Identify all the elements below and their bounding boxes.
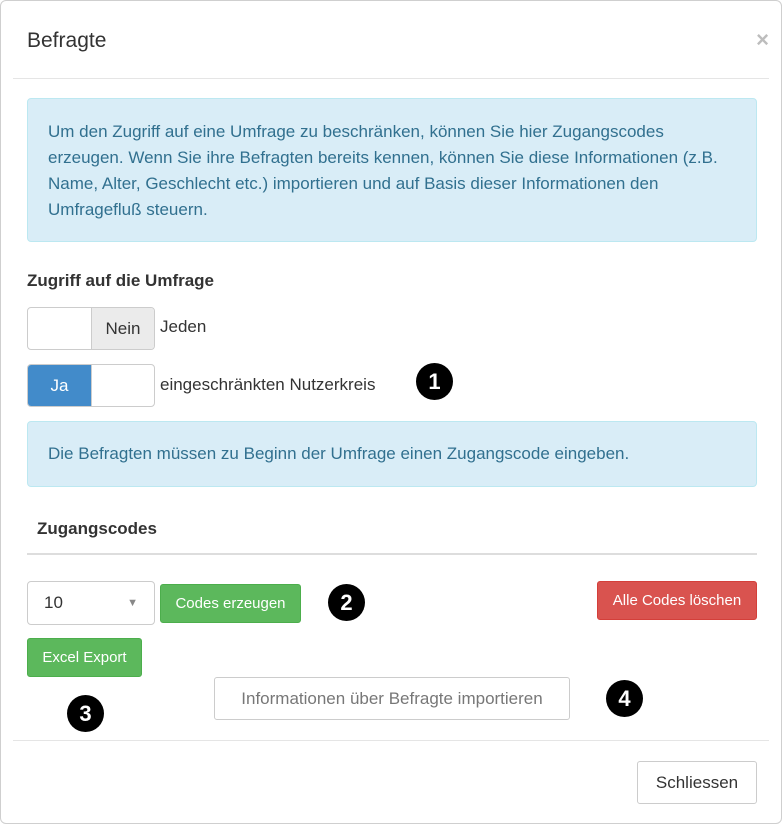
toggle-label-nein: Nein xyxy=(91,308,154,349)
codes-heading: Zugangscodes xyxy=(37,519,157,538)
toggle-handle xyxy=(28,308,91,349)
close-icon[interactable]: × xyxy=(756,27,769,52)
option-restricted-label: eingeschränkten Nutzerkreis xyxy=(160,375,376,394)
toggle-everyone[interactable] xyxy=(27,307,155,350)
excel-export-button[interactable]: Excel Export xyxy=(27,638,142,677)
codes-divider xyxy=(27,553,757,555)
callout-marker-1: 1 xyxy=(416,363,453,400)
import-respondents-button[interactable]: Informationen über Befragte importieren xyxy=(214,677,570,720)
code-count-select[interactable] xyxy=(27,581,155,625)
chevron-down-icon: ▼ xyxy=(127,597,138,609)
dialog-title: Befragte xyxy=(27,29,107,52)
code-count-value: 10 xyxy=(44,593,63,612)
toggle-label-ja: Ja xyxy=(28,365,91,406)
toggle-restricted[interactable] xyxy=(27,364,155,407)
callout-marker-3: 3 xyxy=(67,695,104,732)
callout-marker-4: 4 xyxy=(606,680,643,717)
dialog-header xyxy=(13,1,769,79)
generate-codes-button[interactable]: Codes erzeugen xyxy=(160,584,301,623)
close-button[interactable]: Schliessen xyxy=(637,761,757,804)
delete-all-codes-button[interactable]: Alle Codes löschen xyxy=(597,581,757,620)
callout-marker-2: 2 xyxy=(328,584,365,621)
footer-divider xyxy=(13,740,769,741)
toggle-handle xyxy=(91,365,154,406)
access-hint-alert: Die Befragten müssen zu Beginn der Umfrage einen Zugangscode eingeben. xyxy=(27,421,757,487)
option-everyone-label: Jeden xyxy=(160,317,207,336)
access-heading: Zugriff auf die Umfrage xyxy=(27,271,215,290)
intro-info-alert: Um den Zugriff auf eine Umfrage zu beschränken, können Sie hier Zugangscodes erzeugen. Wenn Sie ihre Befragten bereits kennen, können Sie diese Informationen (z.B. Name, Alter, Geschlecht etc.) importieren und auf Basis dieser Informationen den Umfragefluß steuern. xyxy=(27,98,757,242)
